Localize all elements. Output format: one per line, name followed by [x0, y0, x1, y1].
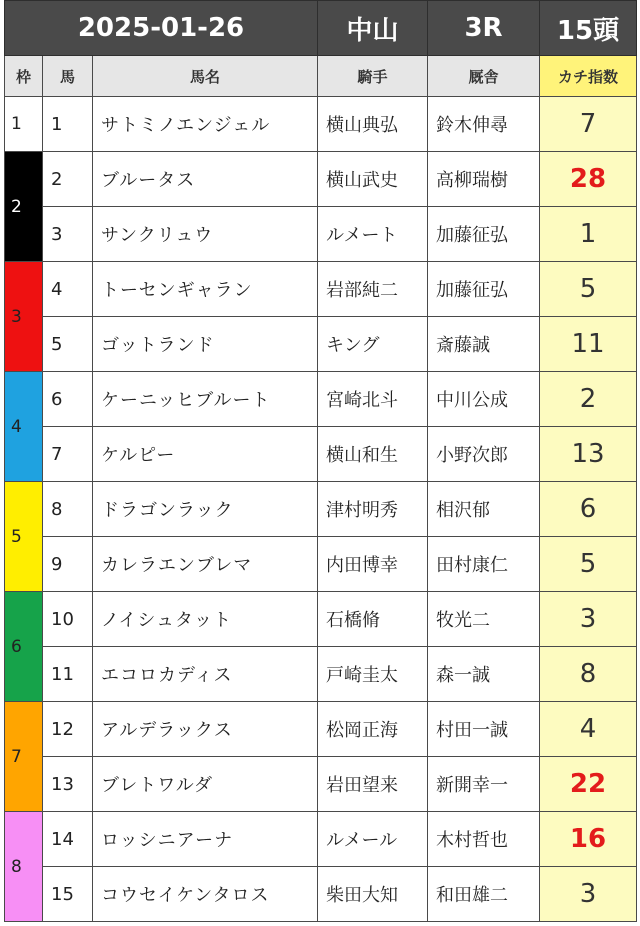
table-row[interactable]: [5, 592, 637, 647]
horse-number: 6: [43, 372, 93, 427]
trainer-name: 高柳瑞樹: [428, 152, 540, 207]
race-date: 2025-01-26: [5, 1, 318, 56]
table-row[interactable]: [5, 317, 637, 372]
jockey-name: 内田博幸: [318, 537, 428, 592]
trainer-name: 新開幸一: [428, 757, 540, 812]
horse-name: ロッシニアーナ: [93, 812, 318, 867]
trainer-name: 木村哲也: [428, 812, 540, 867]
horse-number: 11: [43, 647, 93, 702]
horse-name: コウセイケンタロス: [93, 867, 318, 922]
jockey-name: ルメール: [318, 812, 428, 867]
horse-name: エコロカディス: [93, 647, 318, 702]
table-row[interactable]: [5, 262, 637, 317]
table-row[interactable]: [5, 482, 637, 537]
trainer-name: 相沢郁: [428, 482, 540, 537]
horse-number: 3: [43, 207, 93, 262]
kachi-index: 2: [540, 372, 637, 427]
jockey-name: 石橋脩: [318, 592, 428, 647]
jockey-name: キング: [318, 317, 428, 372]
kachi-index: 5: [540, 262, 637, 317]
jockey-name: ルメート: [318, 207, 428, 262]
horse-name: カレラエンブレマ: [93, 537, 318, 592]
kachi-index: 13: [540, 427, 637, 482]
horse-name: トーセンギャラン: [93, 262, 318, 317]
horse-name: ゴットランド: [93, 317, 318, 372]
kachi-index: 1: [540, 207, 637, 262]
column-header-trainer: 厩舎: [428, 56, 540, 97]
horse-number: 10: [43, 592, 93, 647]
horse-number: 4: [43, 262, 93, 317]
table-row[interactable]: [5, 207, 637, 262]
horse-name: アルデラックス: [93, 702, 318, 757]
column-header-jockey: 騎手: [318, 56, 428, 97]
column-header-umaban: 馬: [43, 56, 93, 97]
frame-cell: 5: [5, 482, 43, 592]
frame-cell: 6: [5, 592, 43, 702]
horse-number: 1: [43, 97, 93, 152]
column-header-index: カチ指数: [540, 56, 637, 97]
table-row[interactable]: [5, 537, 637, 592]
frame-cell: 2: [5, 152, 43, 262]
kachi-index: 11: [540, 317, 637, 372]
trainer-name: 小野次郎: [428, 427, 540, 482]
column-header-row: [5, 56, 637, 97]
horse-number: 13: [43, 757, 93, 812]
frame-cell: 7: [5, 702, 43, 812]
frame-cell: 3: [5, 262, 43, 372]
table-row[interactable]: [5, 152, 637, 207]
race-number: 3R: [428, 1, 540, 56]
trainer-name: 加藤征弘: [428, 207, 540, 262]
kachi-index: 8: [540, 647, 637, 702]
table-row[interactable]: [5, 372, 637, 427]
horse-number: 2: [43, 152, 93, 207]
jockey-name: 宮崎北斗: [318, 372, 428, 427]
horse-number: 5: [43, 317, 93, 372]
horse-number: 7: [43, 427, 93, 482]
horse-name: ブレトワルダ: [93, 757, 318, 812]
kachi-index: 4: [540, 702, 637, 757]
trainer-name: 加藤征弘: [428, 262, 540, 317]
trainer-name: 中川公成: [428, 372, 540, 427]
table-row[interactable]: [5, 97, 637, 152]
race-table: [4, 0, 637, 922]
kachi-index: 16: [540, 812, 637, 867]
horse-number: 12: [43, 702, 93, 757]
kachi-index: 6: [540, 482, 637, 537]
trainer-name: 森一誠: [428, 647, 540, 702]
horse-name: ケーニッヒブルート: [93, 372, 318, 427]
trainer-name: 牧光二: [428, 592, 540, 647]
table-row[interactable]: [5, 702, 637, 757]
jockey-name: 岩田望来: [318, 757, 428, 812]
horse-name: ケルピー: [93, 427, 318, 482]
horse-name: サンクリュウ: [93, 207, 318, 262]
jockey-name: 戸崎圭太: [318, 647, 428, 702]
jockey-name: 岩部純二: [318, 262, 428, 317]
horse-name: サトミノエンジェル: [93, 97, 318, 152]
kachi-index: 5: [540, 537, 637, 592]
kachi-index: 28: [540, 152, 637, 207]
horse-name: ドラゴンラック: [93, 482, 318, 537]
horse-number: 15: [43, 867, 93, 922]
horse-number: 14: [43, 812, 93, 867]
table-row[interactable]: [5, 812, 637, 867]
frame-cell: 4: [5, 372, 43, 482]
table-row[interactable]: [5, 867, 637, 922]
trainer-name: 斎藤誠: [428, 317, 540, 372]
column-header-waku: 枠: [5, 56, 43, 97]
jockey-name: 柴田大知: [318, 867, 428, 922]
trainer-name: 和田雄二: [428, 867, 540, 922]
column-header-name: 馬名: [93, 56, 318, 97]
jockey-name: 横山武史: [318, 152, 428, 207]
trainer-name: 田村康仁: [428, 537, 540, 592]
horse-name: ブルータス: [93, 152, 318, 207]
table-row[interactable]: [5, 647, 637, 702]
trainer-name: 鈴木伸尋: [428, 97, 540, 152]
kachi-index: 22: [540, 757, 637, 812]
jockey-name: 松岡正海: [318, 702, 428, 757]
jockey-name: 横山典弘: [318, 97, 428, 152]
kachi-index: 7: [540, 97, 637, 152]
frame-cell: 1: [5, 97, 43, 152]
jockey-name: 津村明秀: [318, 482, 428, 537]
horse-name: ノイシュタット: [93, 592, 318, 647]
horse-number: 8: [43, 482, 93, 537]
race-course: 中山: [318, 1, 428, 56]
kachi-index: 3: [540, 592, 637, 647]
table-row[interactable]: [5, 757, 637, 812]
trainer-name: 村田一誠: [428, 702, 540, 757]
kachi-index: 3: [540, 867, 637, 922]
table-row[interactable]: [5, 427, 637, 482]
horse-number: 9: [43, 537, 93, 592]
frame-cell: 8: [5, 812, 43, 922]
race-card: [4, 0, 636, 922]
race-header: [5, 1, 637, 56]
jockey-name: 横山和生: [318, 427, 428, 482]
runner-count: 15頭: [540, 1, 637, 56]
